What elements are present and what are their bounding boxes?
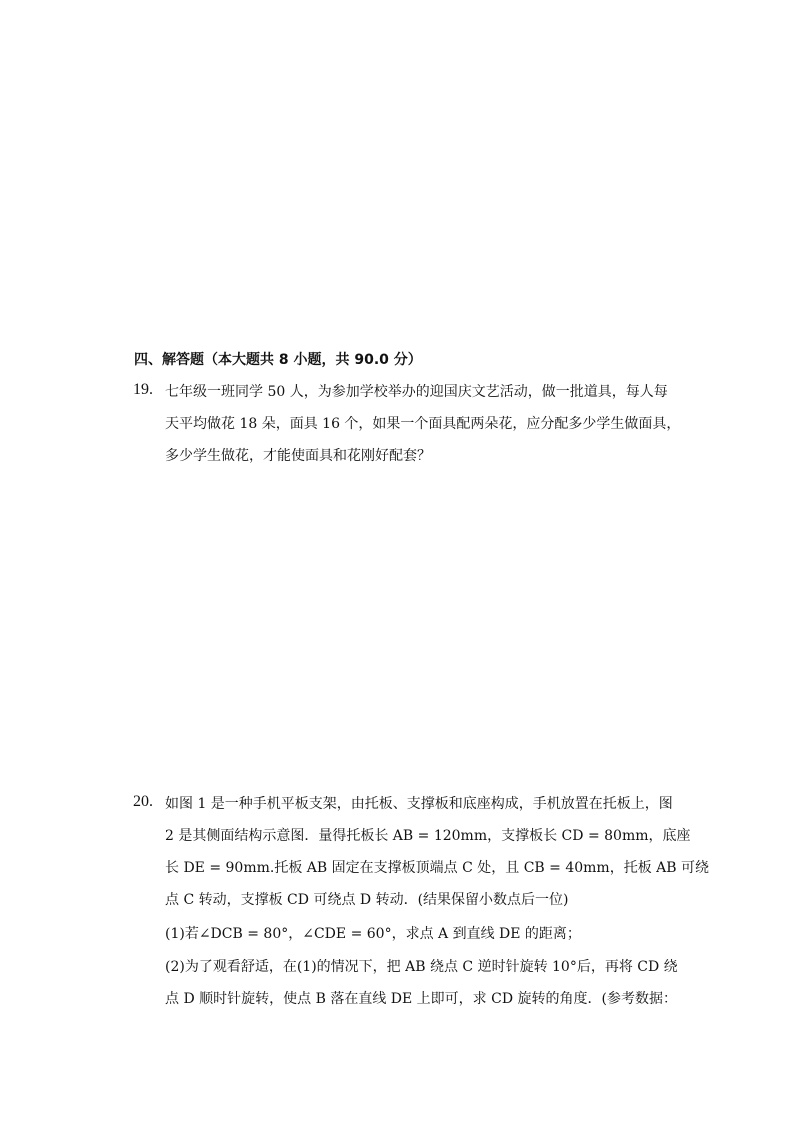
problem-text-line: 如图 1 是一种手机平板支架，由托板、支撑板和底座构成，手机放置在托板上，图 (165, 796, 673, 812)
problem-text-line: 多少学生做花，才能使面具和花刚好配套？ (165, 448, 431, 464)
problem-text-line: 长 DE = 90mm.托板 AB 固定在支撑板顶端点 C 处，且 CB = 40mm，托板 AB 可绕 (165, 860, 709, 876)
problem-text-line: 点 D 顺时针旋转，使点 B 落在直线 DE 上即可，求 CD 旋转的角度．(参考数据： (165, 991, 677, 1007)
problem-text-line: (2)为了观看舒适，在(1)的情况下，把 AB 绕点 C 逆时针旋转 10°后，再将 CD 绕 (165, 959, 678, 975)
problem-text-line: 2 是其侧面结构示意图．量得托板长 AB = 120mm，支撑板长 CD = 80mm，底座 (165, 828, 691, 844)
problem-number: 19. (133, 381, 153, 398)
problem-text-line: 点 C 转动，支撑板 CD 可绕点 D 转动．(结果保留小数点后一位) (165, 892, 569, 908)
problem-text-line: 天平均做花 18 朵，面具 16 个，如果一个面具配两朵花，应分配多少学生做面具， (165, 416, 681, 432)
problem-text-line: 七年级一班同学 50 人，为参加学校举办的迎国庆文艺活动，做一批道具，每人每 (165, 384, 668, 400)
problem-text-line: (1)若∠DCB = 80°，∠CDE = 60°，求点 A 到直线 DE 的距离； (165, 926, 581, 942)
section-heading: 四、解答题（本大题共 8 小题，共 90.0 分） (134, 352, 422, 368)
problem-number: 20. (133, 793, 153, 810)
